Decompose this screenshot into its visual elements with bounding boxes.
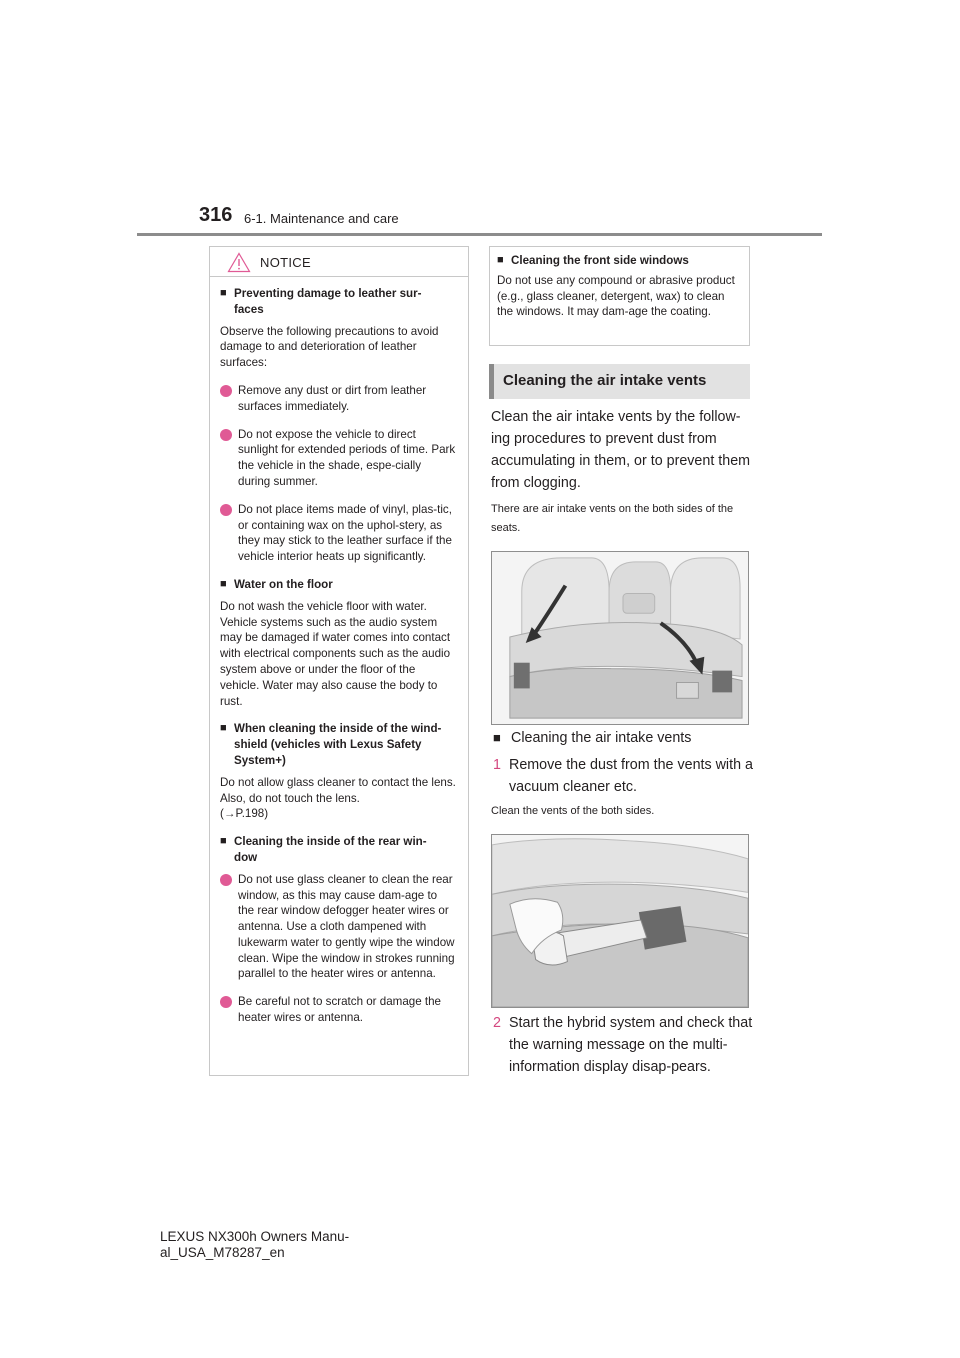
page-reference-link[interactable]: (→P.198) bbox=[220, 807, 269, 821]
heading-accent bbox=[489, 364, 494, 399]
notice-header bbox=[210, 247, 468, 277]
warning-triangle-icon bbox=[227, 252, 251, 273]
page-number: 316 bbox=[199, 204, 233, 226]
step-text: Remove the dust from the vents with a vacuum cleaner etc. bbox=[509, 757, 753, 795]
windshield-heading: ■ When cleaning the inside of the wind- shield (vehicles with Lexus Safety System+) bbox=[220, 722, 442, 767]
leather-heading: ■ Preventing damage to leather sur- faces bbox=[220, 287, 422, 316]
vents-subsection-title: ■ Cleaning the air intake vents bbox=[493, 730, 692, 746]
vacuum-vent-illustration bbox=[491, 834, 749, 1008]
front-windows-box bbox=[489, 246, 750, 346]
bullet-dot-icon bbox=[220, 429, 232, 441]
front-windows-heading: ■ Cleaning the front side windows bbox=[497, 254, 689, 267]
step-1-note: Clean the vents of the both sides. bbox=[491, 805, 655, 817]
header-rule bbox=[137, 233, 822, 236]
bullet-dot-icon bbox=[220, 874, 232, 886]
step-text: Start the hybrid system and check that the warning message on the multi-information display disap-pears. bbox=[509, 1015, 753, 1075]
vents-note: There are air intake vents on the both sides of the seats. bbox=[491, 503, 734, 534]
windshield-text: Do not allow glass cleaner to contact the lens. Also, do not touch the lens. (→P.198) bbox=[220, 775, 456, 821]
front-windows-text: Do not use any compound or abrasive product (e.g., glass cleaner, detergent, wax) to clean the windows. It may dam-age the coating. bbox=[497, 273, 735, 319]
footer-line-1: LEXUS NX300h Owners Manu- bbox=[160, 1229, 350, 1244]
bullet-dot-icon bbox=[220, 385, 232, 397]
rear-window-heading: ■ Cleaning the inside of the rear win- dow bbox=[220, 835, 427, 864]
section-heading-bar bbox=[489, 364, 750, 399]
floor-text: Do not wash the vehicle floor with water. Vehicle systems such as the audio system may be damaged if water comes into contact with electrical components such as the audio system above or under the floor of the vehicle. Water may also cause the body to rust. bbox=[220, 599, 451, 708]
bullet-dot-icon bbox=[220, 504, 232, 516]
notice-label: NOTICE bbox=[260, 255, 311, 270]
step-1 bbox=[493, 754, 755, 798]
footer-line-2: al_USA_M78287_en bbox=[160, 1245, 285, 1260]
section-heading: Cleaning the air intake vents bbox=[503, 372, 707, 389]
rear-seat-vents-illustration bbox=[491, 551, 749, 725]
notice-body bbox=[210, 277, 468, 1026]
notice-box bbox=[209, 246, 469, 1076]
leather-bullet: Remove any dust or dirt from leather surfaces immediately. bbox=[220, 383, 456, 415]
step-number: 1 bbox=[493, 757, 501, 773]
step-2 bbox=[493, 1012, 755, 1078]
leather-bullet: Do not expose the vehicle to direct sunlight for extended periods of time. Park the vehicle in the shade, espe-cially during summer. bbox=[220, 427, 456, 490]
rear-window-bullet: Do not use glass cleaner to clean the rear window, as this may cause dam-age to the rear window defogger heater wires or antenna. Use a cloth dampened with lukewarm water to gently wipe the window clean. Wipe the window in strokes running parallel to the heater wires or antenna. bbox=[220, 872, 456, 983]
leather-intro: Observe the following precautions to avoid damage to and deterioration of leather surfaces: bbox=[220, 324, 439, 370]
footer bbox=[160, 1229, 349, 1261]
vents-intro: Clean the air intake vents by the follow-ing procedures to prevent dust from accumulating in them, or to prevent them from clogging. bbox=[491, 409, 751, 491]
leather-bullet: Do not place items made of vinyl, plas-tic, or containing wax on the uphol-stery, as they may stick to the leather surface if the vehicle interior heats up significantly. bbox=[220, 502, 456, 565]
rear-window-bullet: Be careful not to scratch or damage the heater wires or antenna. bbox=[220, 994, 456, 1026]
bullet-dot-icon bbox=[220, 996, 232, 1008]
step-number: 2 bbox=[493, 1015, 501, 1031]
section-title: 6-1. Maintenance and care bbox=[244, 211, 399, 226]
floor-heading: ■ Water on the floor bbox=[220, 577, 333, 591]
